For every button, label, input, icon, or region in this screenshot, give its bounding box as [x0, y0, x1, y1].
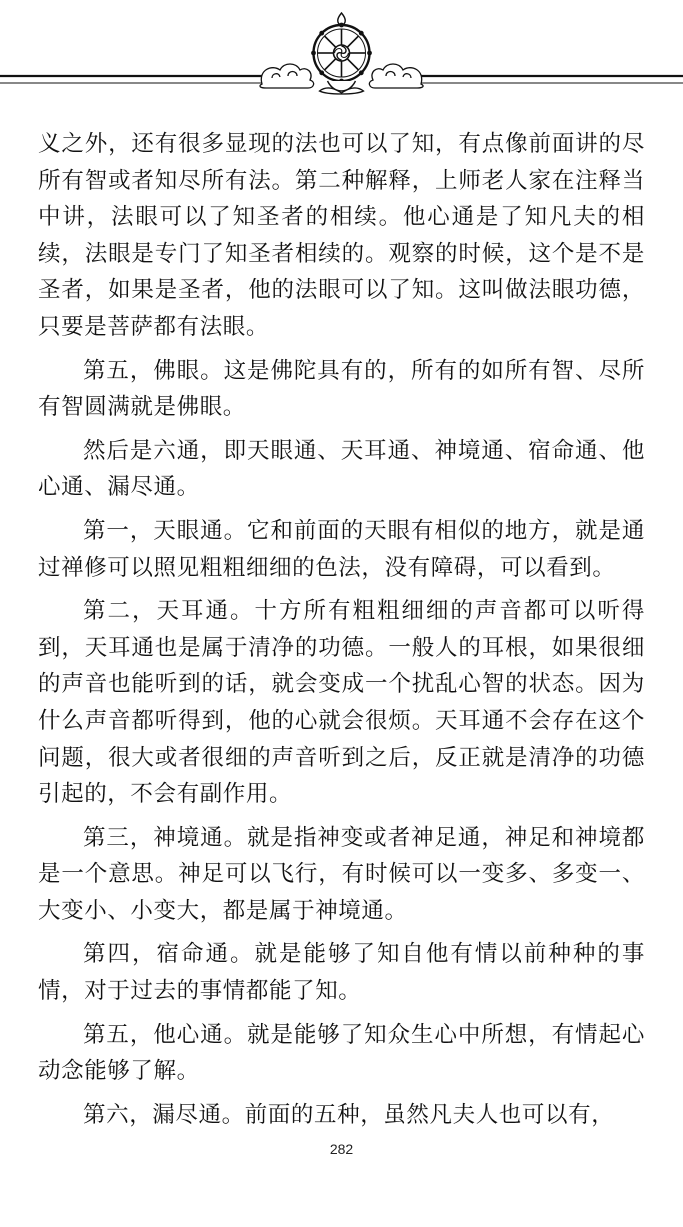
paragraph: 第五，佛眼。这是佛陀具有的，所有的如所有智、尽所有智圆满就是佛眼。: [38, 357, 645, 421]
header-rule-left: [0, 76, 262, 83]
paragraph: 然后是六通，即天眼通、天耳通、神境通、宿命通、他心通、漏尽通。: [38, 437, 645, 501]
paragraph: 第二，天耳通。十方所有粗粗细细的声音都可以听得到，天耳通也是属于清净的功德。一般人的耳根，如果很细的声音也能听到的话，就会变成一个扰乱心智的状态。因为什么声音都听得到，他的心就会很烦。天耳通不会存在这个问题，很大或者很细的声音听到之后，反正就是清净的功德引起的，不会有副作用。: [38, 598, 645, 808]
auspicious-cloud-left-icon: [260, 64, 314, 88]
header-ornament: [0, 0, 683, 110]
header-rule-right: [421, 76, 683, 83]
paragraph: 第一，天眼通。它和前面的天眼有相似的地方，就是通过禅修可以照见粗粗细细的色法，没有障碍，可以看到。: [38, 517, 645, 581]
page-number: 282: [329, 1141, 354, 1157]
page-body-text: [38, 126, 645, 1140]
dharma-wheel-icon: [311, 13, 372, 94]
paragraph: 第四，宿命通。就是能够了知自他有情以前种种的事情，对于过去的事情都能了知。: [38, 941, 645, 1005]
paragraph: 义之外，还有很多显现的法也可以了知，有点像前面讲的尽所有智或者知尽所有法。第二种解释，上师老人家在注释当中讲，法眼可以了知圣者的相续。他心通是了知凡夫的相续，法眼是专门了知圣者相续的。观察的时候，这个是不是圣者，如果是圣者，他的法眼可以了知。这叫做法眼功德，只要是菩萨都有法眼。: [38, 131, 645, 340]
paragraph: 第六，漏尽通。前面的五种，虽然凡夫人也可以有，: [83, 1101, 615, 1128]
paragraph: 第三，神境通。就是指神变或者神足通，神足和神境都是一个意思。神足可以飞行，有时候可以一变多、多变一、大变小、小变大，都是属于神境通。: [38, 824, 645, 924]
paragraph: 第五，他心通。就是能够了知众生心中所想，有情起心动念能够了解。: [38, 1021, 645, 1085]
auspicious-cloud-right-icon: [369, 64, 423, 88]
